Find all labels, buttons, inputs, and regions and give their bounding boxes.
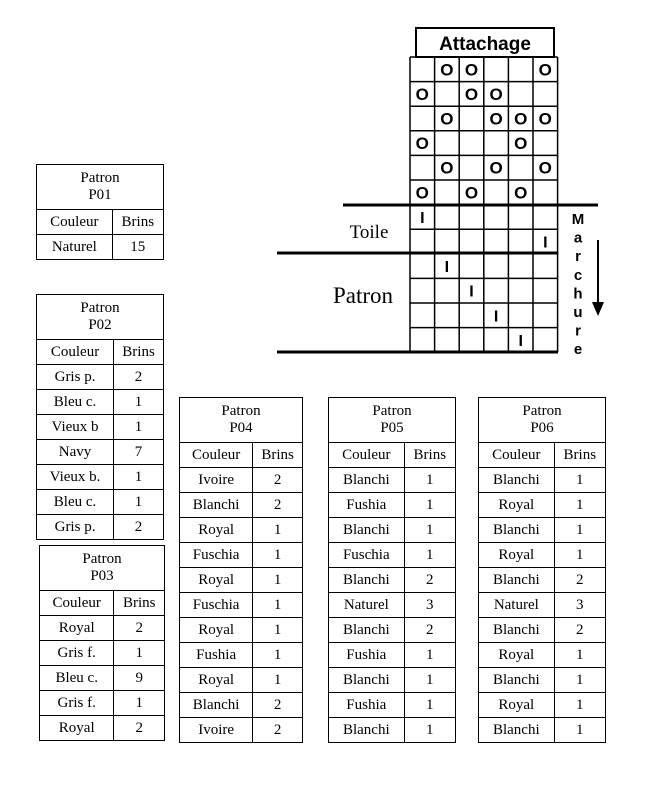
marchure-letter: M [571,211,585,228]
brins-cell: 1 [114,415,164,440]
brins-cell: 1 [114,691,165,716]
table-row [329,693,456,718]
table-row [37,440,164,465]
pattern-table-title: Patron P02 [37,295,164,340]
brins-cell: 1 [554,468,605,493]
couleur-cell: Blanchi [329,518,405,543]
attachage-o-mark: O [489,158,503,178]
brins-cell: 1 [114,641,165,666]
brins-cell: 1 [253,593,303,618]
attachage-o-mark: O [514,109,528,129]
table-row [329,643,456,668]
couleur-cell: Fushia [329,693,405,718]
marchure-letter: r [575,248,581,266]
couleur-cell: Blanchi [180,693,253,718]
brins-cell: 9 [114,666,165,691]
pattern-table-title: Patron P04 [180,398,303,443]
brins-cell: 1 [554,718,605,743]
column-header-couleur: Couleur [37,210,113,235]
table-row [37,465,164,490]
couleur-cell: Fuschia [180,543,253,568]
attachage-o-mark: O [489,84,503,104]
brins-cell: 1 [404,518,455,543]
brins-cell: 15 [112,235,163,260]
table-row [180,518,303,543]
marchure-i-mark: I [493,308,499,326]
pattern-table-p02 [36,294,164,540]
pattern-table-p06 [478,397,606,743]
table-row [37,390,164,415]
brins-cell: 1 [253,618,303,643]
patron-label: Patron [332,283,394,308]
pattern-table-p04 [179,397,303,743]
attachage-o-mark: O [464,84,479,104]
table-row [329,493,456,518]
brins-cell: 1 [554,668,605,693]
attachage-o-mark: O [440,60,454,80]
brins-cell: 1 [554,643,605,668]
pattern-table-title: Patron P01 [37,165,164,210]
couleur-cell: Naturel [479,593,555,618]
couleur-cell: Blanchi [479,618,555,643]
table-row [329,568,456,593]
marchure-i-mark: I [518,332,523,350]
brins-cell: 1 [554,693,605,718]
brins-cell: 1 [114,390,164,415]
couleur-cell: Royal [479,493,555,518]
couleur-cell: Blanchi [479,468,555,493]
couleur-cell: Royal [180,568,253,593]
couleur-cell: Fuschia [329,543,405,568]
table-row [479,693,606,718]
table-row [329,543,456,568]
table-row [329,718,456,743]
table-row [37,515,164,540]
table-row [40,666,165,691]
brins-cell: 7 [114,440,164,465]
brins-cell: 1 [404,543,455,568]
brins-cell: 1 [404,643,455,668]
marchure-i-mark: I [543,234,548,252]
brins-cell: 1 [114,465,164,490]
couleur-cell: Ivoire [180,718,253,743]
table-row [479,493,606,518]
couleur-cell: Blanchi [329,618,405,643]
pattern-table-p03 [39,545,165,741]
attachage-o-mark: O [514,134,528,154]
column-header-couleur: Couleur [180,443,253,468]
attachage-label: Attachage [439,34,531,55]
marchure-letter: c [573,266,583,284]
marchure-i-mark: I [469,283,474,301]
couleur-cell: Blanchi [180,493,253,518]
column-header-brins: Brins [112,210,163,235]
column-header-couleur: Couleur [479,443,555,468]
couleur-cell: Bleu c. [40,666,114,691]
table-row [479,518,606,543]
couleur-cell: Vieux b [37,415,114,440]
table-row [180,543,303,568]
marchure-i-mark: I [420,209,425,227]
brins-cell: 1 [253,568,303,593]
table-row [479,643,606,668]
toile-label: Toile [349,222,389,243]
table-row [180,643,303,668]
brins-cell: 1 [554,543,605,568]
couleur-cell: Blanchi [329,568,405,593]
brins-cell: 2 [253,693,303,718]
couleur-cell: Blanchi [479,718,555,743]
brins-cell: 2 [404,568,455,593]
pattern-table-title: Patron P06 [479,398,606,443]
column-header-couleur: Couleur [37,340,114,365]
table-row [37,235,164,260]
table-row [40,691,165,716]
column-header-couleur: Couleur [40,591,114,616]
attachage-o-mark: O [440,158,454,178]
attachage-o-mark: O [440,109,454,129]
couleur-cell: Bleu c. [37,490,114,515]
column-header-brins: Brins [114,340,164,365]
table-row [40,716,165,741]
brins-cell: 1 [554,518,605,543]
pattern-table-title: Patron P03 [40,546,165,591]
pattern-table-p05 [328,397,456,743]
attachage-o-mark: O [489,109,503,129]
table-row [479,593,606,618]
brins-cell: 1 [404,718,455,743]
table-row [180,668,303,693]
couleur-cell: Blanchi [479,668,555,693]
table-row [40,616,165,641]
couleur-cell: Gris p. [37,365,114,390]
table-row [37,490,164,515]
couleur-cell: Blanchi [479,568,555,593]
table-row [479,468,606,493]
marchure-letter: r [575,322,581,340]
brins-cell: 2 [114,616,165,641]
couleur-cell: Royal [180,668,253,693]
couleur-cell: Gris f. [40,691,114,716]
brins-cell: 1 [404,693,455,718]
table-row [180,618,303,643]
brins-cell: 1 [253,668,303,693]
attachage-o-mark: O [464,183,479,203]
couleur-cell: Royal [479,643,555,668]
table-row [180,568,303,593]
couleur-cell: Navy [37,440,114,465]
couleur-cell: Royal [180,618,253,643]
brins-cell: 1 [404,493,455,518]
pattern-table-title: Patron P05 [329,398,456,443]
attachage-o-mark: O [538,158,552,178]
couleur-cell: Blanchi [329,718,405,743]
table-row [329,618,456,643]
couleur-cell: Blanchi [329,468,405,493]
table-row [180,593,303,618]
brins-cell: 1 [404,468,455,493]
brins-cell: 2 [253,718,303,743]
couleur-cell: Royal [40,716,114,741]
couleur-cell: Royal [479,693,555,718]
table-row [479,543,606,568]
table-row [479,718,606,743]
table-row [479,618,606,643]
brins-cell: 2 [404,618,455,643]
brins-cell: 2 [114,365,164,390]
couleur-cell: Ivoire [180,468,253,493]
marchure-arrow-head [592,302,604,316]
brins-cell: 2 [554,568,605,593]
table-row [329,518,456,543]
brins-cell: 1 [253,518,303,543]
couleur-cell: Blanchi [329,668,405,693]
attachage-o-mark: O [538,60,552,80]
table-row [37,365,164,390]
marchure-letter: u [573,304,583,321]
table-row [180,693,303,718]
attachage-o-mark: O [514,183,528,203]
brins-cell: 2 [554,618,605,643]
couleur-cell: Naturel [37,235,113,260]
attachage-o-mark: O [415,134,429,154]
table-row [329,668,456,693]
table-row [180,468,303,493]
marchure-letter: h [573,285,583,303]
couleur-cell: Fushia [329,493,405,518]
column-header-brins: Brins [253,443,303,468]
brins-cell: 2 [253,493,303,518]
brins-cell: 3 [554,593,605,618]
column-header-brins: Brins [114,591,165,616]
couleur-cell: Blanchi [479,518,555,543]
attachage-o-mark: O [415,84,429,104]
attachage-o-mark: O [538,109,552,129]
couleur-cell: Bleu c. [37,390,114,415]
table-row [180,718,303,743]
brins-cell: 2 [253,468,303,493]
couleur-cell: Vieux b. [37,465,114,490]
brins-cell: 1 [404,668,455,693]
brins-cell: 1 [253,543,303,568]
column-header-brins: Brins [554,443,605,468]
column-header-couleur: Couleur [329,443,405,468]
brins-cell: 1 [554,493,605,518]
column-header-brins: Brins [404,443,455,468]
couleur-cell: Fushia [329,643,405,668]
marchure-letter: e [573,341,583,359]
table-row [37,415,164,440]
brins-cell: 2 [114,716,165,741]
marchure-letter: a [573,229,583,247]
brins-cell: 2 [114,515,164,540]
table-row [329,468,456,493]
attachage-o-mark: O [464,60,479,80]
couleur-cell: Royal [479,543,555,568]
attachage-o-mark: O [415,183,429,203]
couleur-cell: Royal [180,518,253,543]
couleur-cell: Fushia [180,643,253,668]
couleur-cell: Royal [40,616,114,641]
brins-cell: 1 [253,643,303,668]
couleur-cell: Fuschia [180,593,253,618]
couleur-cell: Gris f. [40,641,114,666]
couleur-cell: Gris p. [37,515,114,540]
table-row [479,568,606,593]
table-row [180,493,303,518]
pattern-table-p01 [36,164,164,260]
table-row [40,641,165,666]
marchure-i-mark: I [444,259,450,277]
brins-cell: 1 [114,490,164,515]
table-row [329,593,456,618]
brins-cell: 3 [404,593,455,618]
couleur-cell: Naturel [329,593,405,618]
table-row [479,668,606,693]
